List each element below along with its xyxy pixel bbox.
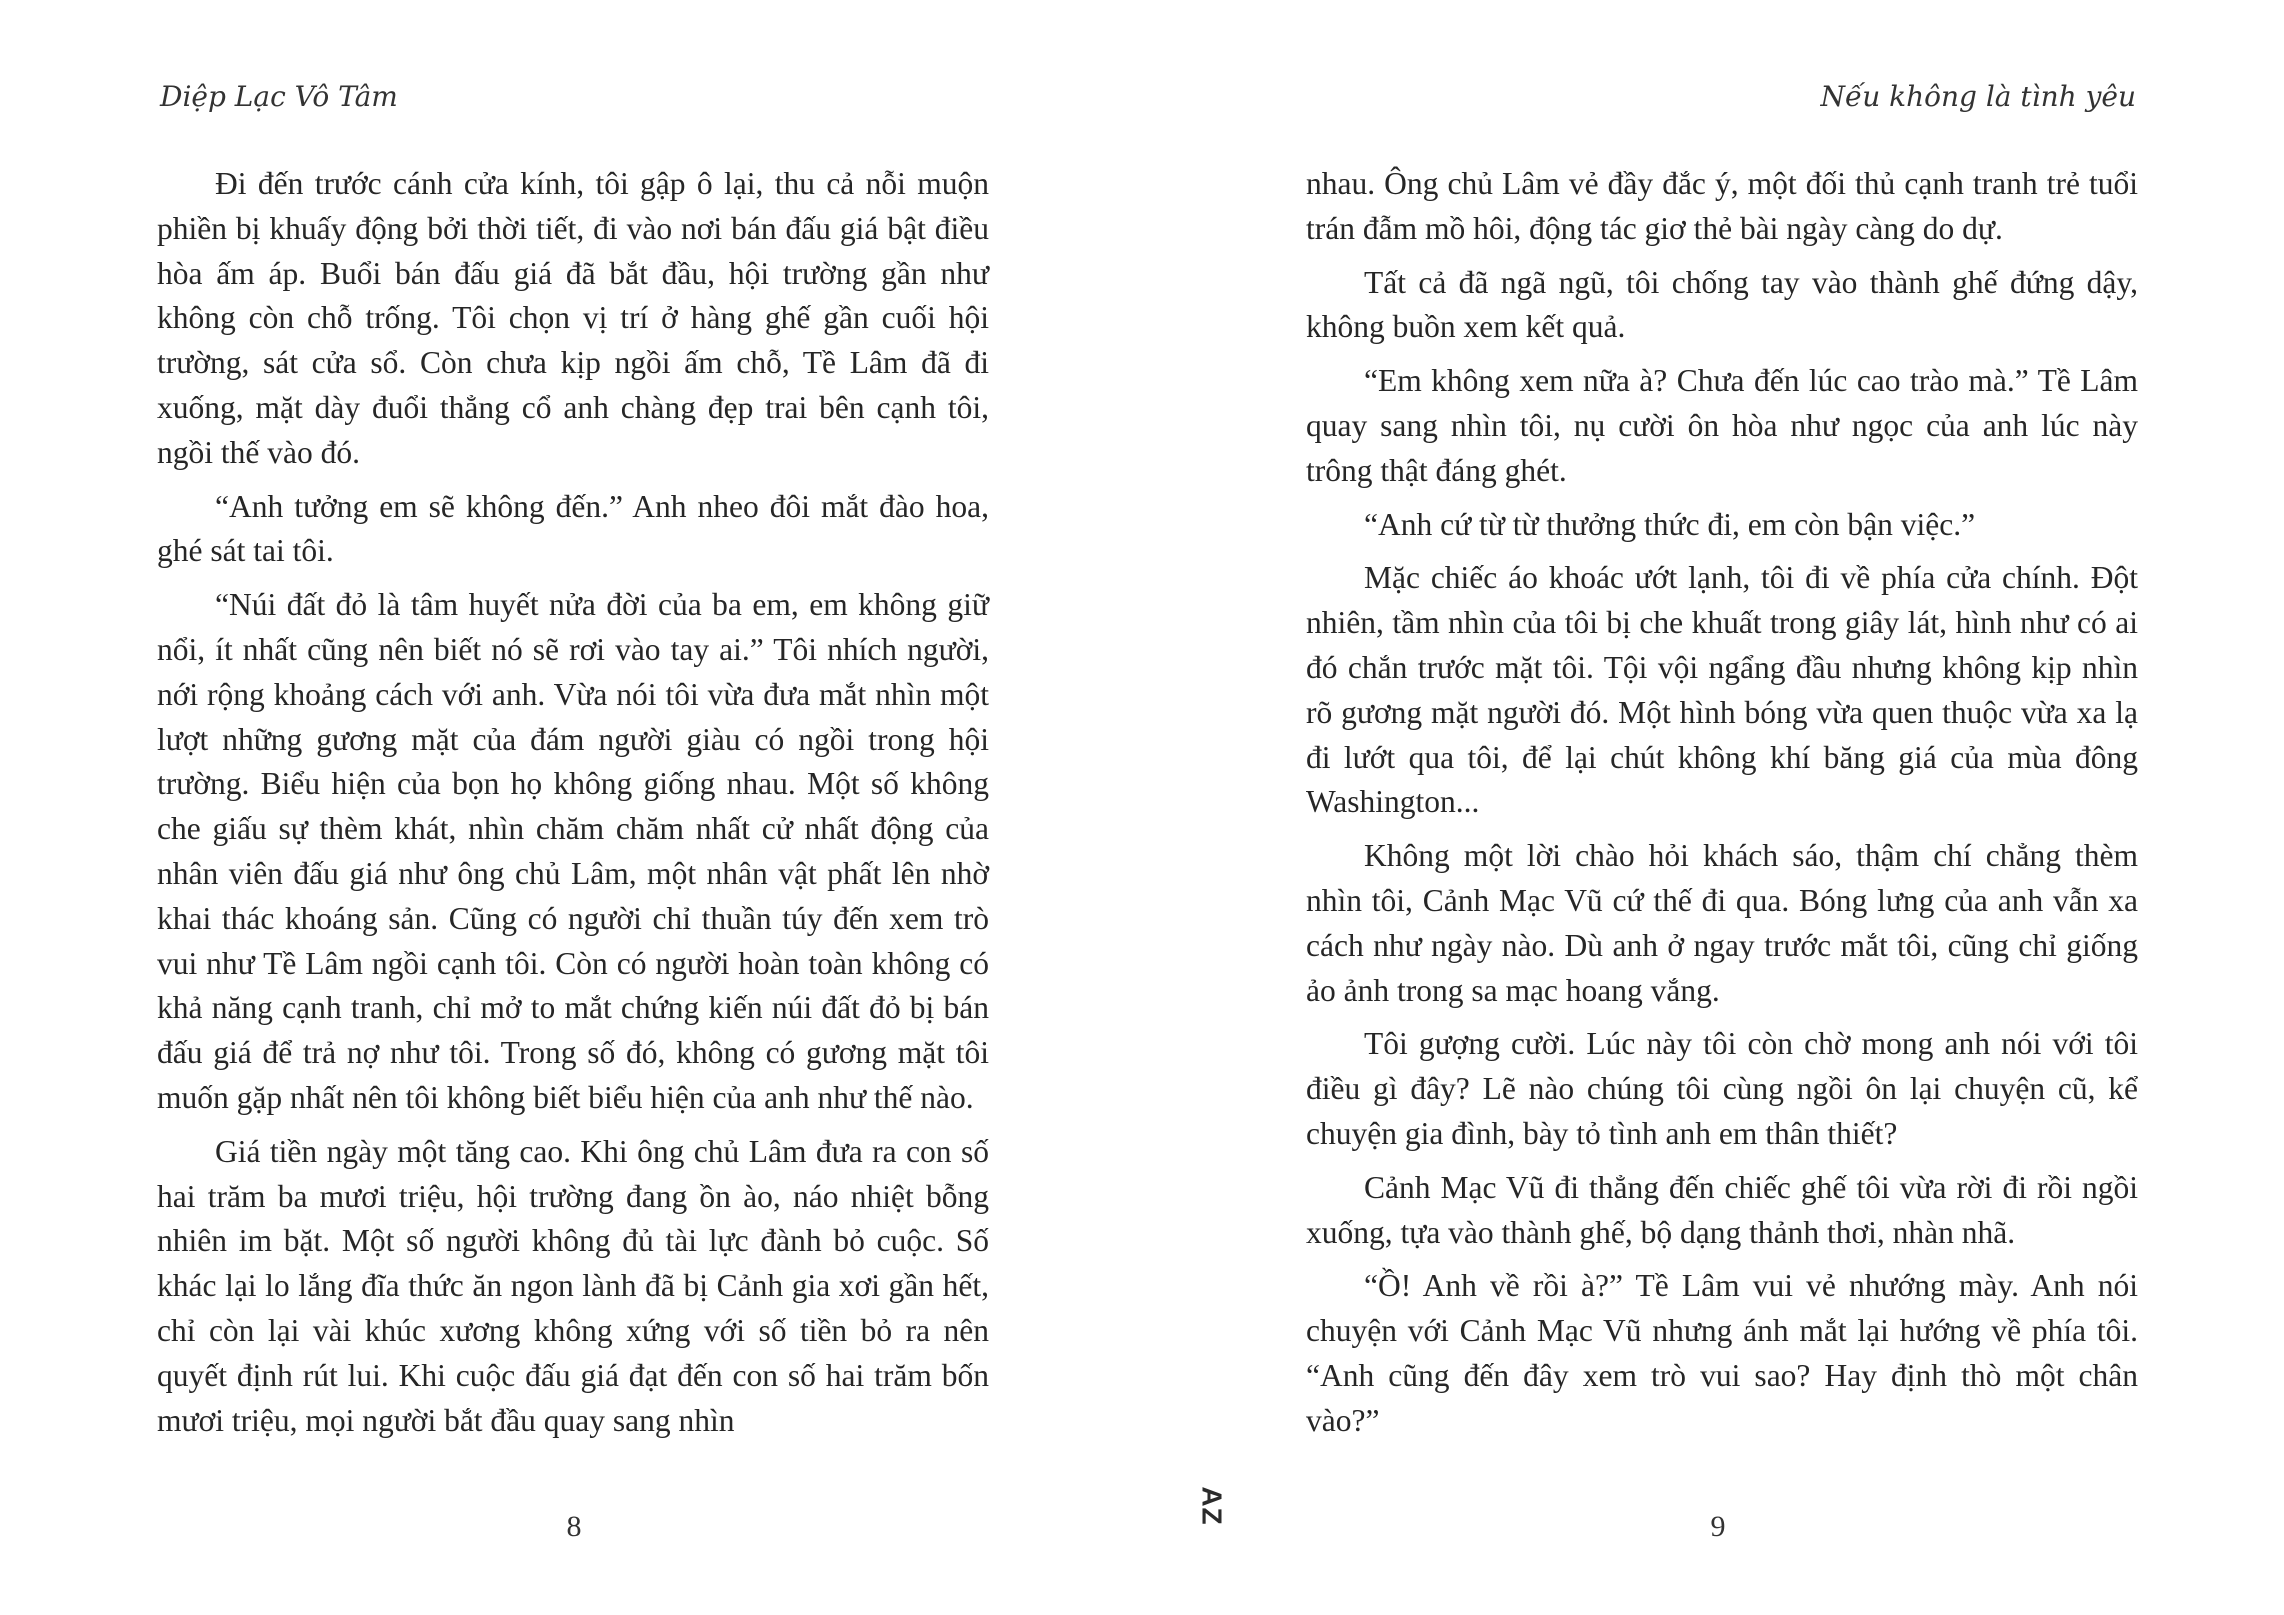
paragraph: Không một lời chào hỏi khách sáo, thậm chí chẳng thèm nhìn tôi, Cảnh Mạc Vũ cứ thế đi qua. Bóng lưng của anh vẫn xa cách như ngày nào. Dù anh ở ngay trước mắt tôi, cũng chỉ giống ảo ảnh trong sa mạc hoang vắng. [1306,838,2138,1008]
publisher-logo-text: AZ [1197,1486,1229,1526]
paragraph: “Anh tưởng em sẽ không đến.” Anh nheo đôi mắt đào hoa, ghé sát tai tôi. [157,488,989,569]
paragraph: Cảnh Mạc Vũ đi thẳng đến chiếc ghế tôi vừa rời đi rồi ngồi xuống, tựa vào thành ghế, bộ dạng thảnh thơi, nhàn nhã. [1306,1169,2138,1250]
paragraph: Tôi gượng cười. Lúc này tôi còn chờ mong anh nói với tôi điều gì đây? Lẽ nào chúng tôi cùng ngồi ôn lại chuyện cũ, kể chuyện gia đình, bày tỏ tình anh em thân thiết? [1306,1026,2138,1151]
left-text-block [157,162,989,1452]
paragraph: “Em không xem nữa à? Chưa đến lúc cao trào mà.” Tề Lâm quay sang nhìn tôi, nụ cười ôn hòa như ngọc của anh lúc này trông thật đáng ghét. [1306,363,2138,488]
paragraph: Tất cả đã ngã ngũ, tôi chống tay vào thành ghế đứng dậy, không buồn xem kết quả. [1306,264,2138,345]
running-head-title: Nếu không là tình yêu [1820,80,2136,113]
page-number-right: 9 [1710,1510,1726,1543]
paragraph: “Núi đất đỏ là tâm huyết nửa đời của ba em, em không giữ nổi, ít nhất cũng nên biết nó sẽ rơi vào tay ai.” Tôi nhích người, nới rộng khoảng cách với anh. Vừa nói tôi vừa đưa mắt nhìn một lượt những gương mặt của đám người giàu có ngồi trong hội trường. Biểu hiện của bọn họ không giống nhau. Một số không che giấu sự thèm khát, nhìn chăm chăm nhất cử nhất động của nhân viên đấu giá như ông chủ Lâm, một nhân vật phất lên nhờ khai thác khoáng sản. Cũng có người chỉ thuần túy đến xem trò vui như Tề Lâm ngồi cạnh tôi. Còn có người hoàn toàn không có khả năng cạnh tranh, chỉ mở to mắt chứng kiến núi đất đỏ bị bán đấu giá để trả nợ như tôi. Trong số đó, không có gương mặt tôi muốn gặp nhất nên tôi không biết biểu hiện của anh như thế nào. [157,587,989,1115]
paragraph: “Ồ! Anh về rồi à?” Tề Lâm vui vẻ nhướng mày. Anh nói chuyện với Cảnh Mạc Vũ nhưng ánh mắt lại hướng về phía tôi. “Anh cũng đến đây xem trò vui sao? Hay định thò một chân vào?” [1306,1268,2138,1438]
right-text-block [1306,162,2138,1453]
right-page [1142,0,2284,1615]
paragraph: “Anh cứ từ từ thưởng thức đi, em còn bận việc.” [1364,506,1976,542]
paragraph: Mặc chiếc áo khoác ướt lạnh, tôi đi về phía cửa chính. Đột nhiên, tầm nhìn của tôi bị che khuất trong giây lát, hình như có ai đó chắn trước mặt tôi. Tội vội ngẩng đầu nhưng không kịp nhìn rõ gương mặt người đó. Một hình bóng vừa quen thuộc vừa xa lạ đi lướt qua tôi, để lại chút không khí băng giá của mùa đông Washington... [1306,560,2138,820]
paragraph-continuation: nhau. Ông chủ Lâm vẻ đầy đắc ý, một đối thủ cạnh tranh trẻ tuổi trán đẫm mồ hôi, động tác giơ thẻ bài ngày càng do dự. [1306,166,2138,246]
running-head-author: Diệp Lạc Vô Tâm [160,80,398,113]
page-number-left: 8 [566,1510,582,1543]
paragraph: Đi đến trước cánh cửa kính, tôi gập ô lại, thu cả nỗi muộn phiền bị khuấy động bởi thời tiết, đi vào nơi bán đấu giá bật điều hòa ấm áp. Buổi bán đấu giá đã bắt đầu, hội trường gần như không còn chỗ trống. Tôi chọn vị trí ở hàng ghế gần cuối hội trường, sát cửa sổ. Còn chưa kịp ngồi ấm chỗ, Tề Lâm đã đi xuống, mặt dày đuổi thẳng cổ anh chàng đẹp trai bên cạnh tôi, ngồi thế vào đó. [157,166,989,470]
paragraph: Giá tiền ngày một tăng cao. Khi ông chủ Lâm đưa ra con số hai trăm ba mươi triệu, hội trường đang ồn ào, náo nhiệt bỗng nhiên im bặt. Một số người không đủ tài lực đành bỏ cuộc. Số khác lại lo lắng đĩa thức ăn ngon lành đã bị Cảnh gia xơi gần hết, chỉ còn lại vài khúc xương không xứng với số tiền bỏ ra nên quyết định rút lui. Khi cuộc đấu giá đạt đến con số hai trăm bốn mươi triệu, mọi người bắt đầu quay sang nhìn [157,1133,989,1438]
